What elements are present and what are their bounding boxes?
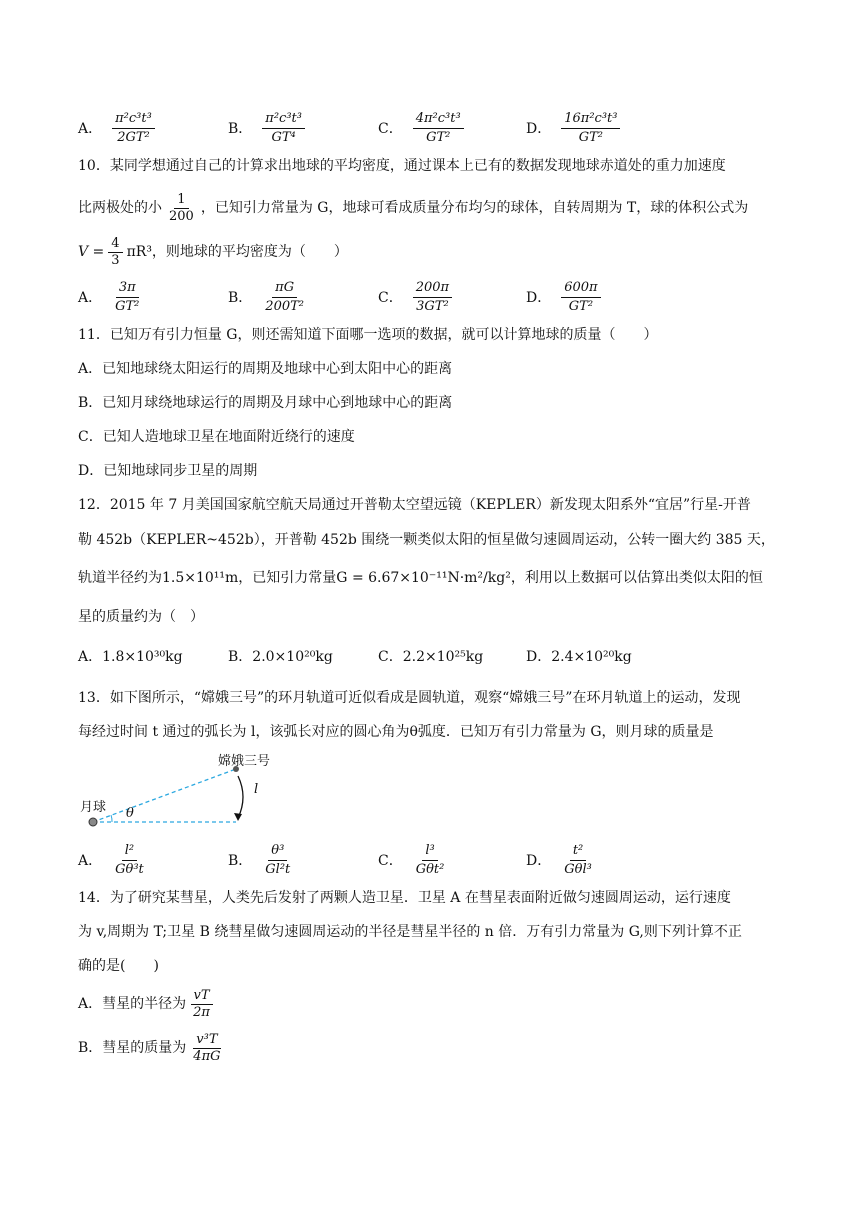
- denominator: 4πG: [193, 1048, 221, 1064]
- fraction: [561, 843, 595, 878]
- denominator: 3GT²: [416, 298, 449, 314]
- q14-option-b: [78, 1028, 228, 1068]
- q10-option-b: [228, 275, 307, 319]
- q10-stem-line2: [78, 190, 748, 226]
- option-text: A．彗星的半径为: [78, 996, 187, 1012]
- fraction: [413, 843, 448, 878]
- option-value: 2.0×10²⁰kg: [252, 649, 333, 665]
- numerator: v³T: [193, 1032, 220, 1049]
- numerator: vT: [191, 988, 213, 1005]
- option-label: B．: [228, 853, 253, 869]
- option-label: A．: [78, 649, 103, 665]
- denominator: GT²: [115, 298, 140, 314]
- q12-stem-line2: 勒 452b（KEPLER~452b），开普勒 452b 围绕一颗类似太阳的恒星做匀速圆周运动，公转一圈大约 385 天，: [78, 532, 775, 548]
- q11-option-c: C．已知人造地球卫星在地面附近绕行的速度: [78, 429, 355, 445]
- q11-option-a: A．已知地球绕太阳运行的周期及地球中心到太阳中心的距离: [78, 361, 453, 377]
- denominator: GT²: [578, 129, 603, 145]
- fraction: [112, 111, 155, 146]
- q13-stem-line2: 每经过时间 t 通过的弧长为 l，该弧长对应的圆心角为θ弧度．已知万有引力常量为 G，则月球的质量是: [78, 724, 714, 740]
- angle-arc: [111, 815, 112, 822]
- option-label: C．: [378, 853, 403, 869]
- text: πR³，则地球的平均密度为（ ）: [126, 244, 348, 260]
- option-value: 2.2×10²⁵kg: [402, 649, 484, 665]
- fraction: [166, 192, 197, 225]
- option-label: D．: [526, 290, 552, 306]
- fraction: [262, 280, 307, 315]
- numerator: 1: [174, 192, 188, 209]
- option-label: D．: [526, 853, 552, 869]
- option-text: B．彗星的质量为: [78, 1040, 187, 1056]
- q14-option-a: [78, 984, 217, 1024]
- fraction: [190, 1032, 223, 1065]
- numerator: π²c³t³: [262, 111, 305, 129]
- q14-stem-line3: 确的是( ): [78, 958, 159, 974]
- denominator: GT²: [426, 129, 451, 145]
- q9-option-b: [228, 106, 305, 150]
- orbit-arc: [238, 776, 243, 818]
- orbit-figure: [78, 752, 298, 832]
- numerator: πG: [272, 280, 297, 298]
- q10-option-a: [78, 275, 142, 319]
- option-label: A．: [78, 290, 103, 306]
- option-label: A．: [78, 121, 103, 137]
- fraction: [262, 111, 305, 146]
- q12-stem-line3: 轨道半径约为1.5×10¹¹m，已知引力常量G = 6.67×10⁻¹¹N·m²/kg²，利用以上数据可以估算出类似太阳的恒: [78, 570, 763, 586]
- q13-option-b: [228, 838, 293, 882]
- denominator: Gθ³t: [115, 861, 144, 877]
- q12-stem-line1: 12．2015 年 7 月美国国家航空航天局通过开普勒太空望远镜（KEPLER）新发现太阳系外“宜居”行星-开普: [78, 497, 751, 513]
- denominator: Gθl³: [564, 861, 592, 877]
- fraction: [561, 280, 600, 315]
- arrowhead: [234, 813, 242, 821]
- fraction: [413, 280, 452, 315]
- fraction: [108, 236, 122, 269]
- denominator: Gθt²: [415, 861, 445, 877]
- option-label: B．: [228, 649, 253, 665]
- numerator: l²: [122, 843, 137, 861]
- q13-option-d: [526, 838, 595, 882]
- denominator: 2π: [193, 1004, 210, 1020]
- option-label: C．: [378, 121, 403, 137]
- numerator: 3π: [116, 280, 139, 298]
- q13-option-c: [378, 838, 447, 882]
- q13-stem-line1: 13．如下图所示，“嫦娥三号”的环月轨道可近似看成是圆轨道，观察“嫦娥三号”在环月轨道上的运动，发现: [78, 690, 741, 706]
- q9-option-c: [378, 106, 464, 150]
- option-label: B．: [228, 290, 253, 306]
- numerator: t²: [570, 843, 586, 861]
- q9-options: [78, 106, 798, 150]
- fraction: [561, 111, 620, 146]
- q14-stem-line1: 14．为了研究某彗星，人类先后发射了两颗人造卫星．卫星 A 在彗星表面附近做匀速圆周运动，运行速度: [78, 890, 731, 906]
- q10-option-d: [526, 275, 601, 319]
- text: ，已知引力常量为 G，地球可看成质量分布均匀的球体，自转周期为 T，球的体积公式为: [200, 200, 749, 216]
- numerator: 200π: [413, 280, 452, 298]
- q11-option-b: B．已知月球绕地球运行的周期及月球中心到地球中心的距离: [78, 395, 453, 411]
- denominator: GT⁴: [271, 129, 296, 145]
- fraction: [190, 988, 213, 1021]
- fraction: [413, 111, 464, 146]
- satellite-label: 嫦娥三号: [218, 754, 271, 769]
- option-value: 1.8×10³⁰kg: [102, 649, 183, 665]
- moon-label: 月球: [80, 800, 107, 815]
- numerator: 4: [108, 236, 122, 253]
- numerator: θ³: [268, 843, 287, 861]
- fraction: [112, 843, 147, 878]
- text: V =: [78, 244, 105, 260]
- denominator: GT²: [568, 298, 594, 314]
- q12-option-b: [228, 647, 333, 667]
- option-label: B．: [228, 121, 253, 137]
- numerator: 600π: [561, 280, 600, 298]
- q9-option-d: [526, 106, 620, 150]
- numerator: 4π²c³t³: [413, 111, 464, 129]
- text: 比两极处的小: [78, 200, 162, 216]
- q10-stem-line1: 10．某同学想通过自己的计算求出地球的平均密度，通过课本上已有的数据发现地球赤道处的重力加速度: [78, 158, 726, 174]
- option-label: D．: [526, 121, 552, 137]
- q10-stem-line3: [78, 234, 348, 270]
- denominator: 200: [169, 208, 194, 224]
- arc-length-label: l: [254, 782, 259, 797]
- denominator: 3: [111, 252, 120, 268]
- denominator: 2GT²: [117, 129, 150, 145]
- numerator: π²c³t³: [112, 111, 155, 129]
- option-label: C．: [378, 290, 403, 306]
- fraction: [112, 280, 142, 315]
- radius-line-top: [93, 769, 236, 822]
- q12-option-c: [378, 647, 483, 667]
- fraction: [262, 843, 293, 878]
- denominator: 200T²: [265, 298, 304, 314]
- moon-icon: [89, 818, 97, 826]
- option-value: 2.4×10²⁰kg: [551, 649, 632, 665]
- q12-stem-line4: 星的质量约为（ ）: [78, 609, 204, 625]
- numerator: l³: [422, 843, 437, 861]
- option-label: A．: [78, 853, 103, 869]
- q9-option-a: [78, 106, 155, 150]
- q10-option-c: [378, 275, 452, 319]
- angle-label: θ: [126, 806, 134, 821]
- q10-options: [78, 275, 798, 319]
- q12-option-d: [526, 647, 632, 667]
- denominator: Gl²t: [265, 861, 291, 877]
- q13-options: [78, 838, 798, 882]
- q14-stem-line2: 为 v,周期为 T;卫星 B 绕彗星做匀速圆周运动的半径是彗星半径的 n 倍．万有引力常量为 G,则下列计算不正: [78, 924, 742, 940]
- q13-option-a: [78, 838, 147, 882]
- option-label: D．: [526, 649, 552, 665]
- option-label: C．: [378, 649, 403, 665]
- q11-stem: 11．已知万有引力恒量 G，则还需知道下面哪一选项的数据，就可以计算地球的质量（ ）: [78, 327, 658, 343]
- numerator: 16π²c³t³: [561, 111, 620, 129]
- q12-option-a: [78, 647, 183, 667]
- q11-option-d: D．已知地球同步卫星的周期: [78, 463, 258, 479]
